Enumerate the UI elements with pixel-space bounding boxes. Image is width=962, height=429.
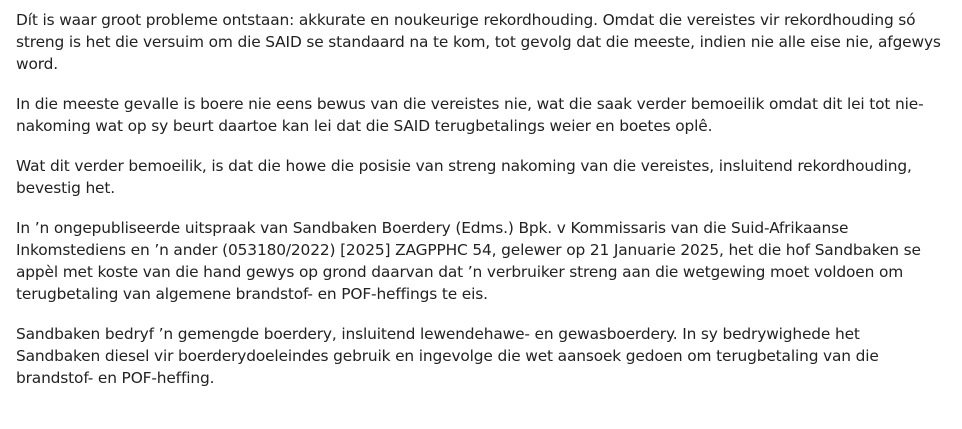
paragraph-courts-confirm: Wat dit verder bemoeilik, is dat die howe die posisie van streng nakoming van die vereistes, insluitend rekordhouding, bevestig het. xyxy=(16,157,912,197)
paragraph-record-keeping: Dít is waar groot probleme ontstaan: akkurate en noukeurige rekordhouding. Omdat die vereistes vir rekordhouding só streng is het die versuim om die SAID se standaard na te kom, tot gevolg dat die meeste, indien nie alle eise nie, afgewys word. xyxy=(16,11,941,73)
paragraph-sandbaken-operations: Sandbaken bedryf ’n gemengde boerdery, insluitend lewendehawe- en gewasboerdery. In sy bedrywighede het Sandbaken diesel vir boerderydoeleindes gebruik en ingevolge die wet aansoek gedoen om terugbetaling van die brandstof- en POF-heffing. xyxy=(16,325,879,387)
paragraph-farmers-unaware: In die meeste gevalle is boere nie eens bewus van die vereistes nie, wat die saak verder bemoeilik omdat dit lei tot nie-nakoming wat op sy beurt daartoe kan lei dat die SAID terugbetalings weier en boetes oplê. xyxy=(16,95,924,135)
paragraph-sandbaken-judgment: In ’n ongepubliseerde uitspraak van Sandbaken Boerdery (Edms.) Bpk. v Kommissaris van die Suid-Afrikaanse Inkomstediens en ’n ander (053180/2022) [2025] ZAGPPHC 54, gelewer op 21 Januarie 2025, het die hof Sandbaken se appèl met koste van die hand gewys op grond daarvan dat ’n verbruiker streng aan die wetgewing moet voldoen om terugbetaling van algemene brandstof- en POF-heffings te eis. xyxy=(16,219,921,303)
